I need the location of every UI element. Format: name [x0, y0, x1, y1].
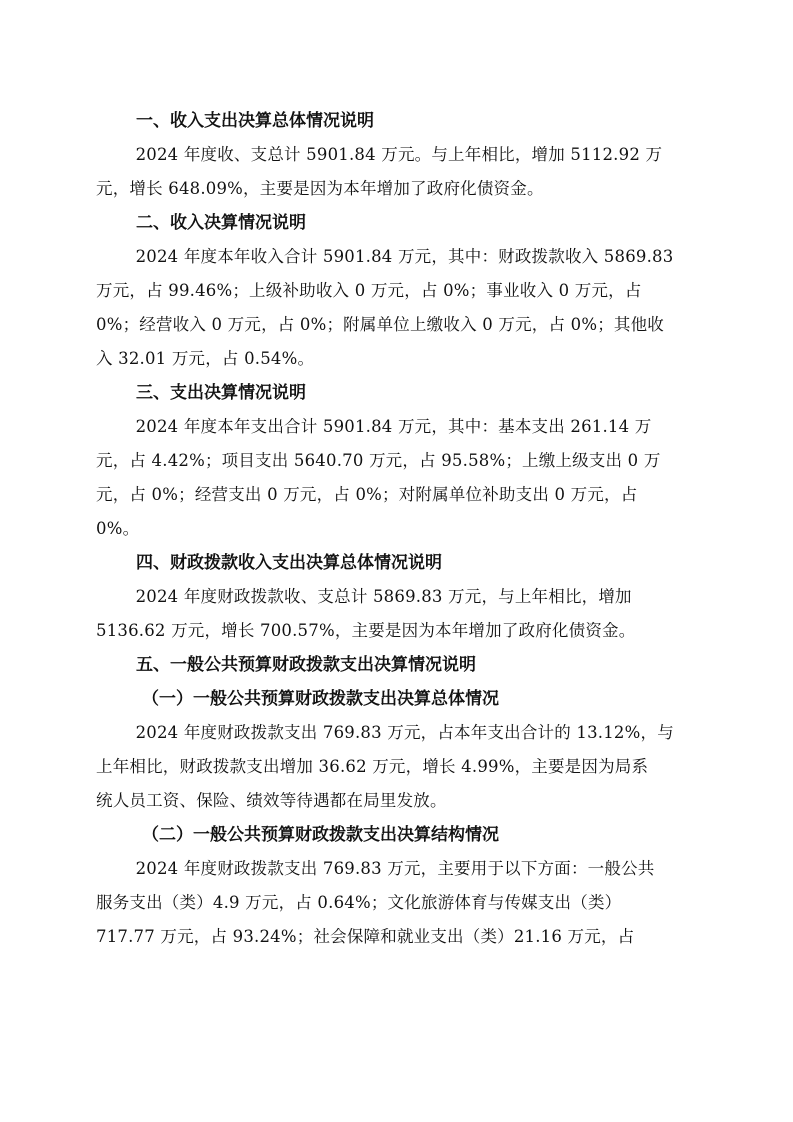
- text-line: 2024 年度财政拨款支出 769.83 万元，占本年支出合计的 13.12%，与: [135, 723, 674, 742]
- document-body: [96, 104, 702, 954]
- paragraph-fiscal-appropriation-overview: [96, 580, 702, 648]
- text-line: 元，占 4.42%；项目支出 5640.70 万元，占 95.58%；上缴上级支出 0 万: [96, 451, 661, 470]
- text-line: 2024 年度本年支出合计 5901.84 万元，其中：基本支出 261.14 万: [135, 417, 652, 436]
- paragraph-budget-overall: [96, 716, 702, 818]
- text-line: 服务支出（类）4.9 万元，占 0.64%；文化旅游体育与传媒支出（类）: [96, 893, 622, 912]
- text-line: 2024 年度财政拨款收、支总计 5869.83 万元，与上年相比，增加: [135, 587, 632, 606]
- section-heading-income: 二、收入决算情况说明: [136, 213, 306, 233]
- text-line: 717.77 万元，占 93.24%；社会保障和就业支出（类）21.16 万元，占: [96, 927, 635, 946]
- text-line: 入 32.01 万元，占 0.54%。: [96, 349, 315, 368]
- text-line: 0%。: [96, 519, 140, 538]
- section-heading-general-public-budget: 五、一般公共预算财政拨款支出决算情况说明: [136, 655, 476, 675]
- text-line: 元，占 0%；经营支出 0 万元，占 0%；对附属单位补助支出 0 万元，占: [96, 485, 638, 504]
- text-line: 2024 年度财政拨款支出 769.83 万元，主要用于以下方面：一般公共: [135, 859, 655, 878]
- paragraph-income: [96, 240, 702, 376]
- section-heading-fiscal-appropriation-overview: 四、财政拨款收入支出决算总体情况说明: [136, 553, 442, 573]
- paragraph-expense: [96, 410, 702, 546]
- paragraph-income-expense-overview: [96, 138, 702, 206]
- subsection-heading-budget-overall: （一）一般公共预算财政拨款支出决算总体情况: [142, 689, 499, 709]
- text-line: 统人员工资、保险、绩效等待遇都在局里发放。: [96, 791, 447, 810]
- section-heading-income-expense-overview: 一、收入支出决算总体情况说明: [136, 111, 374, 131]
- text-line: 2024 年度本年收入合计 5901.84 万元，其中：财政拨款收入 5869.83: [135, 247, 674, 266]
- text-line: 5136.62 万元，增长 700.57%，主要是因为本年增加了政府化债资金。: [96, 621, 636, 640]
- subsection-heading-budget-structure: （二）一般公共预算财政拨款支出决算结构情况: [142, 825, 499, 845]
- text-line: 0%；经营收入 0 万元，占 0%；附属单位上缴收入 0 万元，占 0%；其他收: [96, 315, 664, 334]
- text-line: 2024 年度收、支总计 5901.84 万元。与上年相比，增加 5112.92 万: [135, 145, 663, 164]
- paragraph-budget-structure: [96, 852, 702, 954]
- text-line: 万元，占 99.46%；上级补助收入 0 万元，占 0%；事业收入 0 万元，占: [96, 281, 642, 300]
- text-line: 元，增长 648.09%，主要是因为本年增加了政府化债资金。: [96, 179, 544, 198]
- section-heading-expense: 三、支出决算情况说明: [136, 383, 306, 403]
- text-line: 上年相比，财政拨款支出增加 36.62 万元，增长 4.99%，主要是因为局系: [96, 757, 649, 776]
